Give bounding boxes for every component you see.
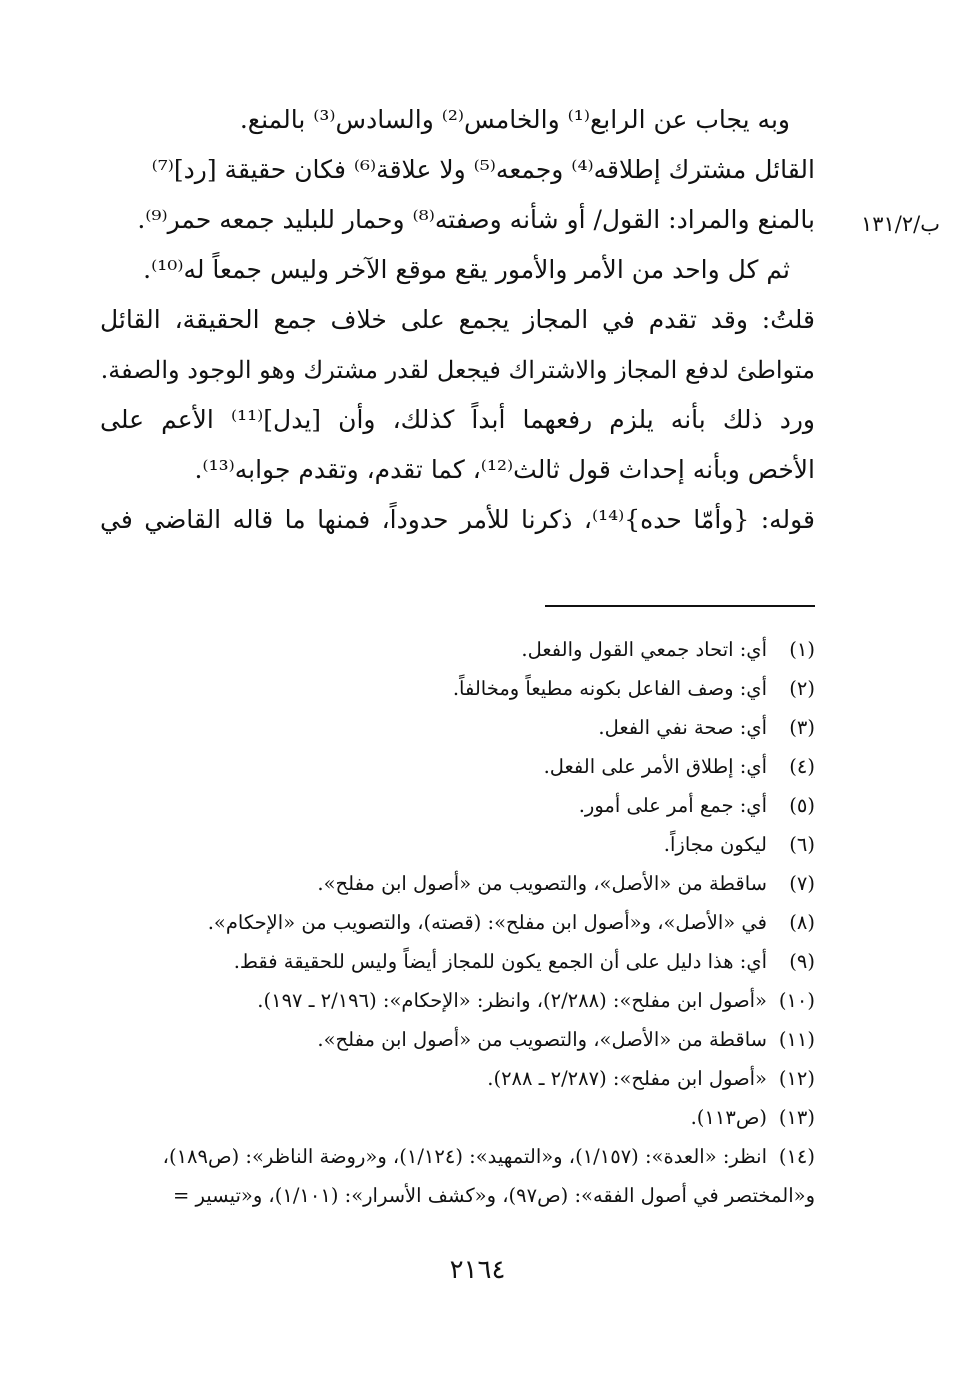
- footnotes: [100, 630, 815, 1215]
- footnote-text: أي: هذا دليل على أن الجمع يكون للمجاز أيضاً وليس للحقيقة فقط.: [233, 950, 767, 973]
- footnote-number: (١٠): [778, 989, 815, 1012]
- footnote-text: ليكون مجازاً.: [663, 833, 767, 856]
- footnote: [100, 825, 815, 864]
- footnote: [100, 903, 815, 942]
- footnote-number: (١): [789, 638, 815, 661]
- footnote-text: ساقطة من «الأصل»، والتصويب من «أصول ابن مفلح».: [317, 1028, 767, 1051]
- footnote-number: (٩): [789, 950, 815, 973]
- text-line: وبه يجاب عن الرابع⁽¹⁾ والخامس⁽²⁾ والسادس⁽³⁾ بالمنع.: [239, 105, 790, 134]
- footnote: [100, 786, 815, 825]
- footnote: [100, 864, 815, 903]
- text-line: قوله: {وأمّا حده}⁽¹⁴⁾، ذكرنا للأمر حدوداً، فمنها ما قاله القاضي في: [100, 505, 815, 534]
- footnote: [100, 1020, 815, 1059]
- text-line: ثم كل واحد من الأمر والأمور يقع موقع الآخر وليس جمعاً له⁽¹⁰⁾.: [143, 255, 790, 284]
- footnote-number: (١٤): [778, 1145, 815, 1168]
- footnote: [100, 942, 815, 981]
- footnote-number: (١١): [778, 1028, 815, 1051]
- footnote: [100, 669, 815, 708]
- footnote-text: في «الأصل»، و«أصول ابن مفلح»: (قصته)، والتصويب من «الإحكام».: [207, 911, 767, 934]
- text-line: ورد ذلك بأنه يلزم رفعهما أبداً كذلك، وأن [يدل]⁽¹¹⁾ الأعم على: [100, 405, 815, 434]
- footnote-number: (١٢): [778, 1067, 815, 1090]
- text-line: متواطئ لدفع المجاز والاشتراك فيجعل لقدر مشترك وهو الوجود والصفة.: [100, 356, 815, 384]
- footnote-text: أي: اتحاد جمعي القول والفعل.: [521, 638, 767, 661]
- page-number: ٢١٦٤: [449, 1255, 506, 1285]
- footnote: [100, 747, 815, 786]
- text-line: قلتُ: وقد تقدم في المجاز يجمع على خلاف جمع الحقيقة، القائل: [100, 305, 815, 334]
- footnote: [100, 1059, 815, 1098]
- main-text: [100, 95, 815, 545]
- footnote-number: (٧): [789, 872, 815, 895]
- footnote: [100, 1137, 815, 1176]
- footnote-number: (٣): [789, 716, 815, 739]
- footnote-number: (٨): [789, 911, 815, 934]
- footnote-continuation: و«المختصر في أصول الفقه»: (ص٩٧)، و«كشف الأسرار»: (١/١٠١)، و«تيسير =: [173, 1184, 815, 1207]
- footnote-text: انظر: «العدة»: (١/١٥٧)، و«التمهيد»: (١/١٢٤)، و«روضة الناظر»: (ص١٨٩)،: [162, 1145, 767, 1168]
- footnote-divider: [545, 605, 815, 607]
- footnote-text: «أصول ابن مفلح»: (٢/٢٨٨)، وانظر: «الإحكام»: (٢/١٩٦ ـ ١٩٧).: [257, 989, 767, 1012]
- footnote-number: (٤): [789, 755, 815, 778]
- footnote-text: «أصول ابن مفلح»: (٢/٢٨٧ ـ ٢٨٨).: [487, 1067, 767, 1090]
- footnote: [100, 630, 815, 669]
- margin-manuscript-reference: ب/١٣١/٢: [860, 212, 940, 236]
- footnote-text: أي: وصف الفاعل بكونه مطيعاً ومخالفاً.: [452, 677, 767, 700]
- text-line: الأخص وبأنه إحداث قول ثالث⁽¹²⁾، كما تقدم، وتقدم جوابه⁽¹³⁾.: [194, 455, 815, 484]
- footnote-text: (ص١١٣).: [690, 1106, 767, 1129]
- footnote: [100, 708, 815, 747]
- footnote-text: ساقطة من «الأصل»، والتصويب من «أصول ابن مفلح».: [317, 872, 767, 895]
- footnote-number: (١٣): [778, 1106, 815, 1129]
- footnote: [100, 981, 815, 1020]
- footnote-text: أي: صحة نفي الفعل.: [598, 716, 767, 739]
- text-line: بالمنع والمراد: القول/ أو شأنه وصفته⁽⁸⁾ وحمار للبليد جمعه حمر⁽⁹⁾.: [137, 205, 815, 234]
- footnote-text: أي: إطلاق الأمر على الفعل.: [543, 755, 767, 778]
- footnote-text: أي: جمع أمر على أمور.: [578, 794, 767, 817]
- footnote: [100, 1098, 815, 1137]
- text-line: القائل مشترك إطلاقه⁽⁴⁾ وجمعه⁽⁵⁾ ولا علاقة⁽⁶⁾ فكان حقيقة [رد]⁽⁷⁾: [151, 155, 815, 184]
- footnote-number: (٦): [789, 833, 815, 856]
- footnote-number: (٥): [789, 794, 815, 817]
- footnote-number: (٢): [789, 677, 815, 700]
